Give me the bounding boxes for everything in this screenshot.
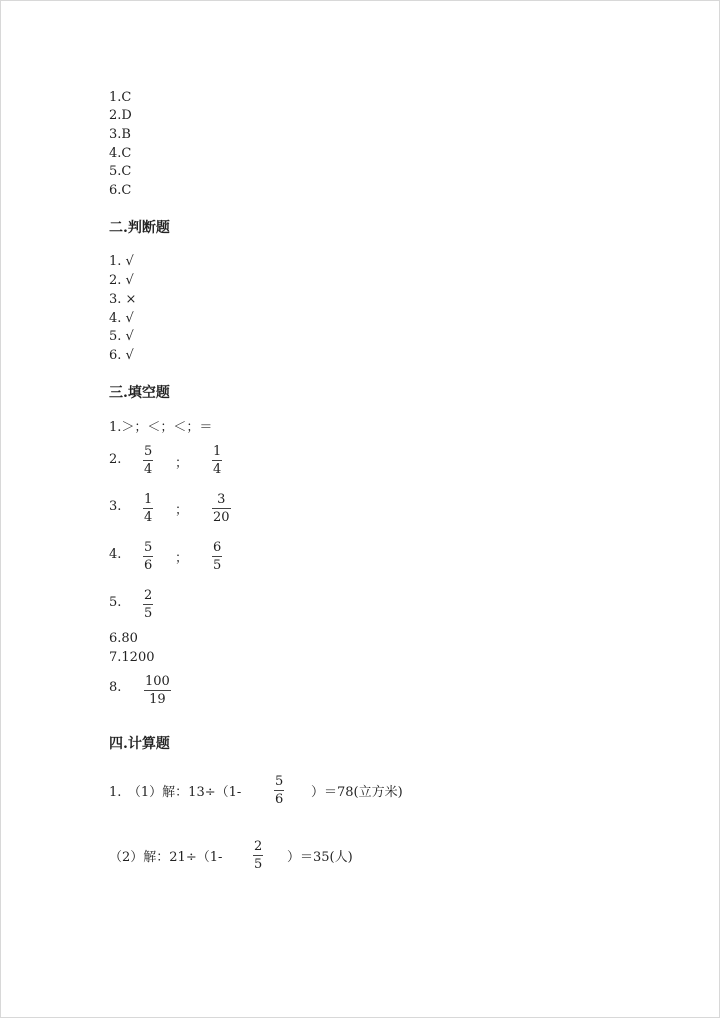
fraction xyxy=(143,540,153,573)
numerator: 2 xyxy=(254,839,263,854)
question-number: 3. xyxy=(109,499,122,514)
section-heading: 三.填空题 xyxy=(109,385,170,401)
fraction xyxy=(274,774,284,807)
fraction xyxy=(143,492,153,525)
answer-item: 5. √ xyxy=(109,329,134,344)
numerator: 5 xyxy=(144,444,153,459)
numerator: 6 xyxy=(213,540,222,555)
fraction xyxy=(143,588,153,621)
fraction xyxy=(212,540,222,573)
separator: ； xyxy=(175,456,189,471)
numerator: 5 xyxy=(275,774,284,789)
numerator: 5 xyxy=(144,540,153,555)
question-number: 4. xyxy=(109,547,122,562)
fraction xyxy=(212,444,222,477)
answer-item: 4. √ xyxy=(109,311,134,326)
fraction xyxy=(212,492,231,525)
answer-item: 6. √ xyxy=(109,348,134,363)
answer-item: 7.1200 xyxy=(109,650,155,665)
denominator: 20 xyxy=(213,510,230,525)
answer-item: 3.B xyxy=(109,127,131,142)
numerator: 1 xyxy=(213,444,222,459)
denominator: 4 xyxy=(213,462,222,477)
denominator: 5 xyxy=(254,857,263,872)
section-heading: 四.计算题 xyxy=(109,736,170,752)
calc-suffix: ）＝78(立方米) xyxy=(311,785,403,800)
calc-prefix: 1. （1）解：13÷（1- xyxy=(109,785,242,800)
denominator: 4 xyxy=(144,462,153,477)
calc-prefix: （2）解：21÷（1- xyxy=(109,850,223,865)
answer-item: 2. √ xyxy=(109,273,134,288)
answer-item: 6.C xyxy=(109,183,132,198)
answer-item: 1. √ xyxy=(109,254,134,269)
denominator: 19 xyxy=(149,692,166,707)
denominator: 6 xyxy=(275,792,284,807)
answer-item: 6.80 xyxy=(109,631,138,646)
denominator: 4 xyxy=(144,510,153,525)
separator: ； xyxy=(175,503,189,518)
numerator: 3 xyxy=(217,492,226,507)
fraction xyxy=(144,674,171,707)
denominator: 6 xyxy=(144,558,153,573)
answer-item: 1.＞；＜；＜；＝ xyxy=(109,420,213,435)
section-heading: 二.判断题 xyxy=(109,220,170,236)
answer-item: 3. × xyxy=(109,292,137,307)
numerator: 100 xyxy=(145,674,170,689)
answer-item: 5.C xyxy=(109,164,132,179)
numerator: 2 xyxy=(144,588,153,603)
answer-item: 1.C xyxy=(109,90,132,105)
numerator: 1 xyxy=(144,492,153,507)
denominator: 5 xyxy=(213,558,222,573)
separator: ； xyxy=(175,551,189,566)
fraction xyxy=(143,444,153,477)
fraction xyxy=(253,839,263,872)
answer-item: 2.D xyxy=(109,108,132,123)
question-number: 2. xyxy=(109,452,122,467)
calc-suffix: ）＝35(人) xyxy=(287,850,353,865)
denominator: 5 xyxy=(144,606,153,621)
question-number: 8. xyxy=(109,680,122,695)
question-number: 5. xyxy=(109,595,122,610)
answer-item: 4.C xyxy=(109,146,132,161)
